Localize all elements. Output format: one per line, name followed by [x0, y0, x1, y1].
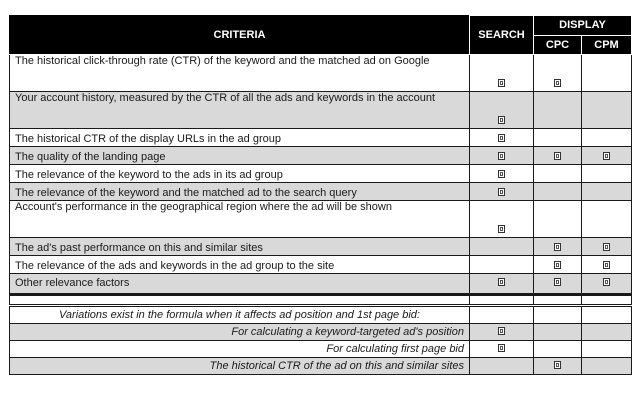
- cpm-cell: [582, 165, 632, 183]
- search-cell: [470, 165, 534, 183]
- cpm-cell: [582, 201, 632, 238]
- checkbox-mark-icon: [498, 327, 505, 335]
- search-cell: [470, 129, 534, 147]
- search-cell: [470, 256, 534, 274]
- checkbox-mark-icon: [498, 79, 505, 87]
- search-cell: [470, 341, 534, 358]
- cpc-cell: [534, 92, 582, 129]
- search-cell: [470, 306, 534, 324]
- table-row: [10, 274, 632, 295]
- cpm-header: CPM: [582, 36, 632, 55]
- table-row: [10, 183, 632, 201]
- cpc-cell: [534, 238, 582, 256]
- cpm-cell: [582, 358, 632, 375]
- cpc-cell: [534, 358, 582, 375]
- cpm-cell: [582, 238, 632, 256]
- checkbox-mark-icon: [554, 261, 561, 269]
- cpc-cell: [534, 147, 582, 165]
- cpc-cell: [534, 55, 582, 92]
- checkbox-mark-icon: [603, 278, 610, 286]
- table-row: [10, 238, 632, 256]
- variation-label: Variations exist in the formula when it affects ad position and 1st page bid:: [10, 306, 470, 324]
- cpm-cell: [582, 256, 632, 274]
- checkbox-mark-icon: [603, 152, 610, 160]
- cpc-header: CPC: [534, 36, 582, 55]
- display-header: DISPLAY: [534, 16, 632, 36]
- table-row: [10, 306, 632, 324]
- checkbox-mark-icon: [498, 152, 505, 160]
- checkbox-mark-icon: [603, 261, 610, 269]
- criteria-label: The historical click-through rate (CTR) of the keyword and the matched ad on Google: [10, 55, 470, 92]
- checkbox-mark-icon: [498, 278, 505, 286]
- search-cell: [470, 274, 534, 295]
- cpm-cell: [582, 324, 632, 341]
- criteria-label: The relevance of the keyword and the matched ad to the search query: [10, 183, 470, 201]
- cpm-cell: [582, 129, 632, 147]
- search-cell: [470, 324, 534, 341]
- table-row: [10, 324, 632, 341]
- cpm-cell: [582, 183, 632, 201]
- quality-score-criteria-table: [9, 15, 632, 375]
- cpm-cell: [582, 147, 632, 165]
- table-row: [10, 129, 632, 147]
- criteria-label: Account's performance in the geographical region where the ad will be shown: [10, 201, 470, 238]
- criteria-header: CRITERIA: [10, 16, 470, 55]
- search-cell: [470, 201, 534, 238]
- cpc-cell: [534, 274, 582, 295]
- cpc-cell: [534, 324, 582, 341]
- checkbox-mark-icon: [498, 225, 505, 233]
- criteria-label: Other relevance factors: [10, 274, 470, 295]
- cpc-cell: [534, 183, 582, 201]
- table-row: [10, 201, 632, 238]
- table-row: [10, 341, 632, 358]
- cpm-cell: [582, 341, 632, 358]
- search-cell: [470, 358, 534, 375]
- criteria-table-container: [9, 15, 631, 375]
- cpc-cell: [534, 129, 582, 147]
- checkbox-mark-icon: [498, 344, 505, 352]
- cpc-cell: [534, 256, 582, 274]
- criteria-label: The quality of the landing page: [10, 147, 470, 165]
- checkbox-mark-icon: [498, 116, 505, 124]
- checkbox-mark-icon: [498, 134, 505, 142]
- checkbox-mark-icon: [498, 188, 505, 196]
- criteria-label: The relevance of the keyword to the ads in its ad group: [10, 165, 470, 183]
- criteria-label: The historical CTR of the display URLs in the ad group: [10, 129, 470, 147]
- variation-label: For calculating a keyword-targeted ad's position: [10, 324, 470, 341]
- criteria-label: The ad's past performance on this and similar sites: [10, 238, 470, 256]
- checkbox-mark-icon: [498, 170, 505, 178]
- search-cell: [470, 92, 534, 129]
- variation-label: The historical CTR of the ad on this and similar sites: [10, 358, 470, 375]
- checkbox-mark-icon: [554, 79, 561, 87]
- checkbox-mark-icon: [554, 278, 561, 286]
- checkbox-mark-icon: [554, 243, 561, 251]
- table-row: [10, 55, 632, 92]
- criteria-label: Your account history, measured by the CTR of all the ads and keywords in the account: [10, 92, 470, 129]
- cpc-cell: [534, 201, 582, 238]
- variation-label: For calculating first page bid: [10, 341, 470, 358]
- cpm-cell: [582, 92, 632, 129]
- cpc-cell: [534, 306, 582, 324]
- search-cell: [470, 238, 534, 256]
- cpm-cell: [582, 55, 632, 92]
- checkbox-mark-icon: [603, 243, 610, 251]
- search-cell: [470, 183, 534, 201]
- table-row: [10, 147, 632, 165]
- cpc-cell: [534, 341, 582, 358]
- cpm-cell: [582, 306, 632, 324]
- checkbox-mark-icon: [554, 361, 561, 369]
- section-divider: [10, 295, 632, 306]
- cpm-cell: [582, 274, 632, 295]
- table-row: [10, 256, 632, 274]
- cpc-cell: [534, 165, 582, 183]
- search-cell: [470, 55, 534, 92]
- checkbox-mark-icon: [554, 152, 561, 160]
- search-header: SEARCH: [470, 16, 534, 55]
- criteria-label: The relevance of the ads and keywords in the ad group to the site: [10, 256, 470, 274]
- table-row: [10, 358, 632, 375]
- search-cell: [470, 147, 534, 165]
- table-row: [10, 92, 632, 129]
- table-row: [10, 165, 632, 183]
